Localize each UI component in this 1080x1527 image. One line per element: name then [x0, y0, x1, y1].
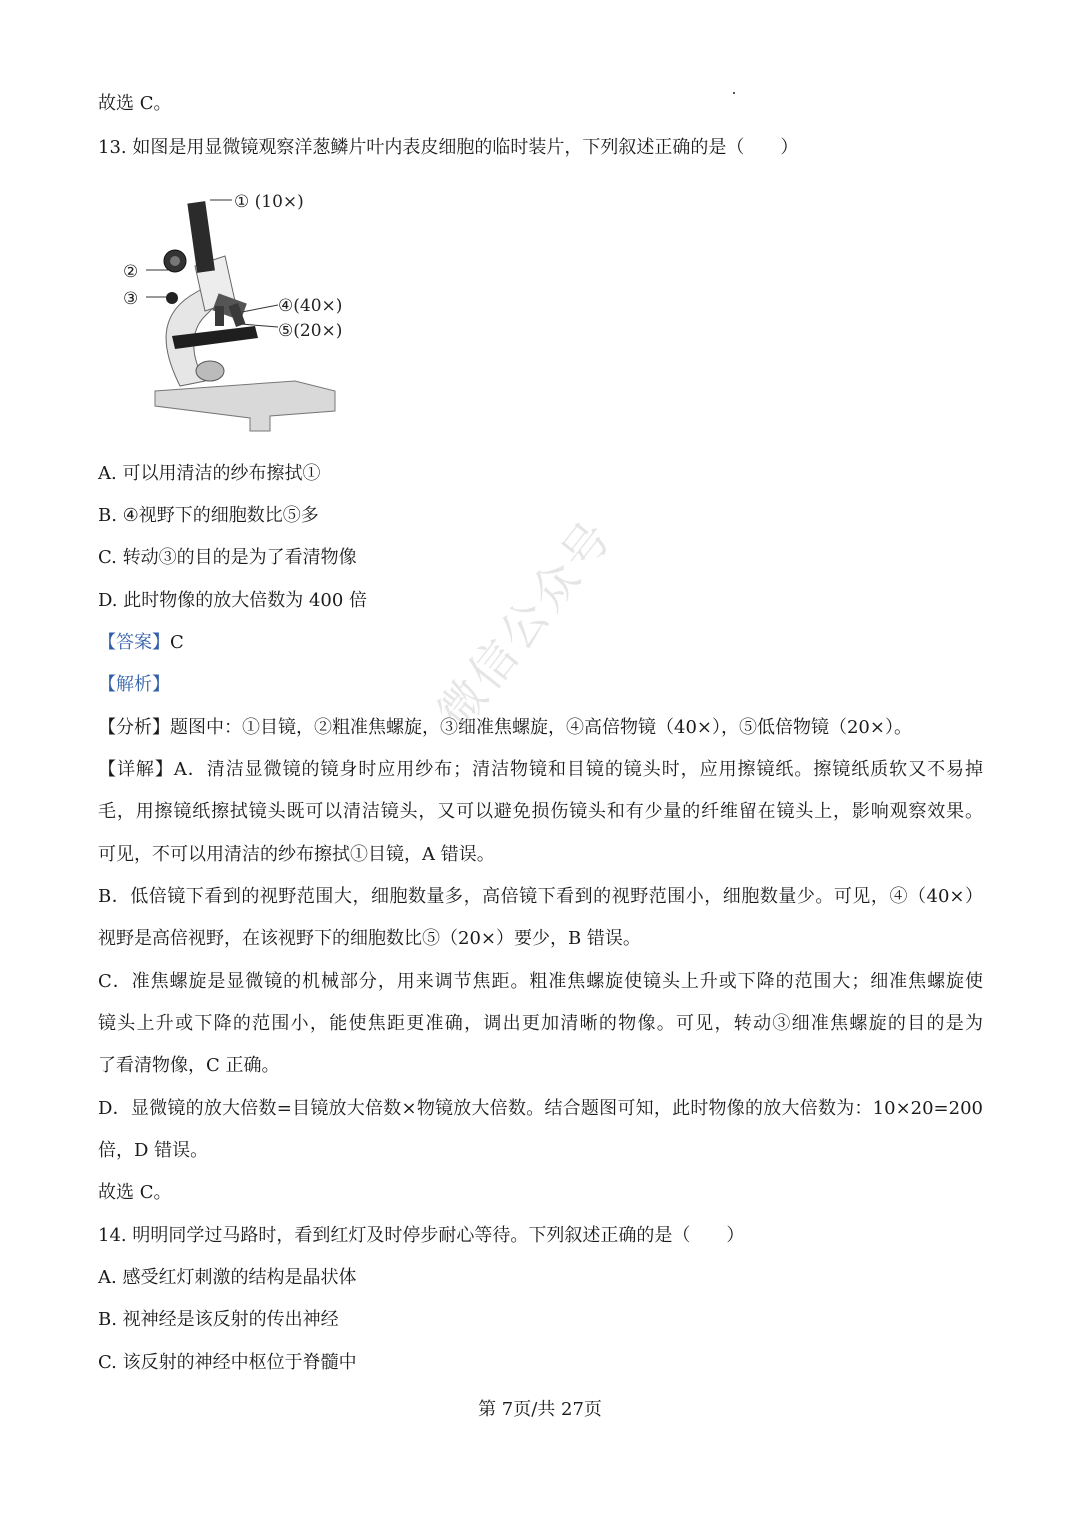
fenxi-tag: 【分析】: [98, 717, 170, 738]
q13-option-c: C. 转动③的目的是为了看清物像: [98, 547, 357, 568]
speck: [733, 92, 735, 94]
fenxi-text: 题图中：①目镜，②粗准焦螺旋，③细准焦螺旋，④高倍物镜（40×），⑤低倍物镜（20×）。: [170, 717, 912, 738]
detail-line-a1: [98, 758, 983, 782]
detail-c1: C．准焦螺旋是显微镜的机械部分，用来调节焦距。粗准焦螺旋使镜头上升或下降的范围大；细准焦螺旋使: [98, 971, 983, 992]
label-3: ③: [123, 289, 139, 309]
microscope-icon: [120, 186, 370, 436]
detail-a1: A．清洁显微镜的镜身时应用纱布；清洁物镜和目镜的镜头时，应用擦镜纸。擦镜纸质软又不易掉: [173, 759, 983, 780]
detail-d1: D．显微镜的放大倍数=目镜放大倍数×物镜放大倍数。结合题图可知，此时物像的放大倍数为：10×20=200: [98, 1098, 983, 1119]
q13-option-b: B. ④视野下的细胞数比⑤多: [98, 505, 319, 526]
detail-b1: B．低倍镜下看到的视野范围大，细胞数量多，高倍镜下看到的视野范围小，细胞数量少。可见，④（40×）: [98, 886, 983, 907]
q13-stem: 13. 如图是用显微镜观察洋葱鳞片叶内表皮细胞的临时装片，下列叙述正确的是（ ）: [98, 137, 799, 158]
fenxi-line: [98, 716, 912, 740]
detail-d2: 倍，D 错误。: [98, 1140, 209, 1161]
q13-option-a: A. 可以用清洁的纱布擦拭①: [98, 463, 321, 484]
detail-tag: 【详解】: [98, 759, 174, 780]
prev-conclusion: 故选 C。: [98, 93, 172, 114]
label-1: ① (10×): [234, 192, 304, 212]
detail-b2: 视野是高倍视野，在该视野下的细胞数比⑤（20×）要少，B 错误。: [98, 928, 641, 949]
microscope-figure: [120, 186, 370, 436]
q14-stem: 14. 明明同学过马路时，看到红灯及时停步耐心等待。下列叙述正确的是（ ）: [98, 1225, 745, 1246]
detail-c2: 镜头上升或下降的范围小，能使焦距更准确，调出更加清晰的物像。可见，转动③细准焦螺旋的目的是为: [98, 1013, 983, 1034]
q14-option-a: A. 感受红灯刺激的结构是晶状体: [98, 1267, 357, 1288]
analysis-tag: 【解析】: [98, 674, 170, 695]
answer-tag: 【答案】: [98, 632, 170, 653]
answer-line: [98, 631, 184, 655]
answer-value: C: [170, 632, 184, 653]
label-4: ④(40×): [278, 296, 343, 316]
detail-a2: 毛，用擦镜纸擦拭镜头既可以清洁镜头，又可以避免损伤镜头和有少量的纤维留在镜头上，影响观察效果。: [98, 801, 983, 822]
page-footer: 第 7页/共 27页: [478, 1399, 602, 1420]
q13-conclusion: 故选 C。: [98, 1182, 172, 1203]
q13-option-d: D. 此时物像的放大倍数为 400 倍: [98, 590, 368, 611]
detail-c3: 了看清物像，C 正确。: [98, 1055, 280, 1076]
label-5: ⑤(20×): [278, 321, 343, 341]
label-2: ②: [123, 262, 139, 282]
q14-option-c: C. 该反射的神经中枢位于脊髓中: [98, 1352, 357, 1373]
detail-a3: 可见，不可以用清洁的纱布擦拭①目镜，A 错误。: [98, 844, 495, 865]
watermark: 微信公众号: [427, 508, 624, 739]
q14-option-b: B. 视神经是该反射的传出神经: [98, 1309, 339, 1330]
